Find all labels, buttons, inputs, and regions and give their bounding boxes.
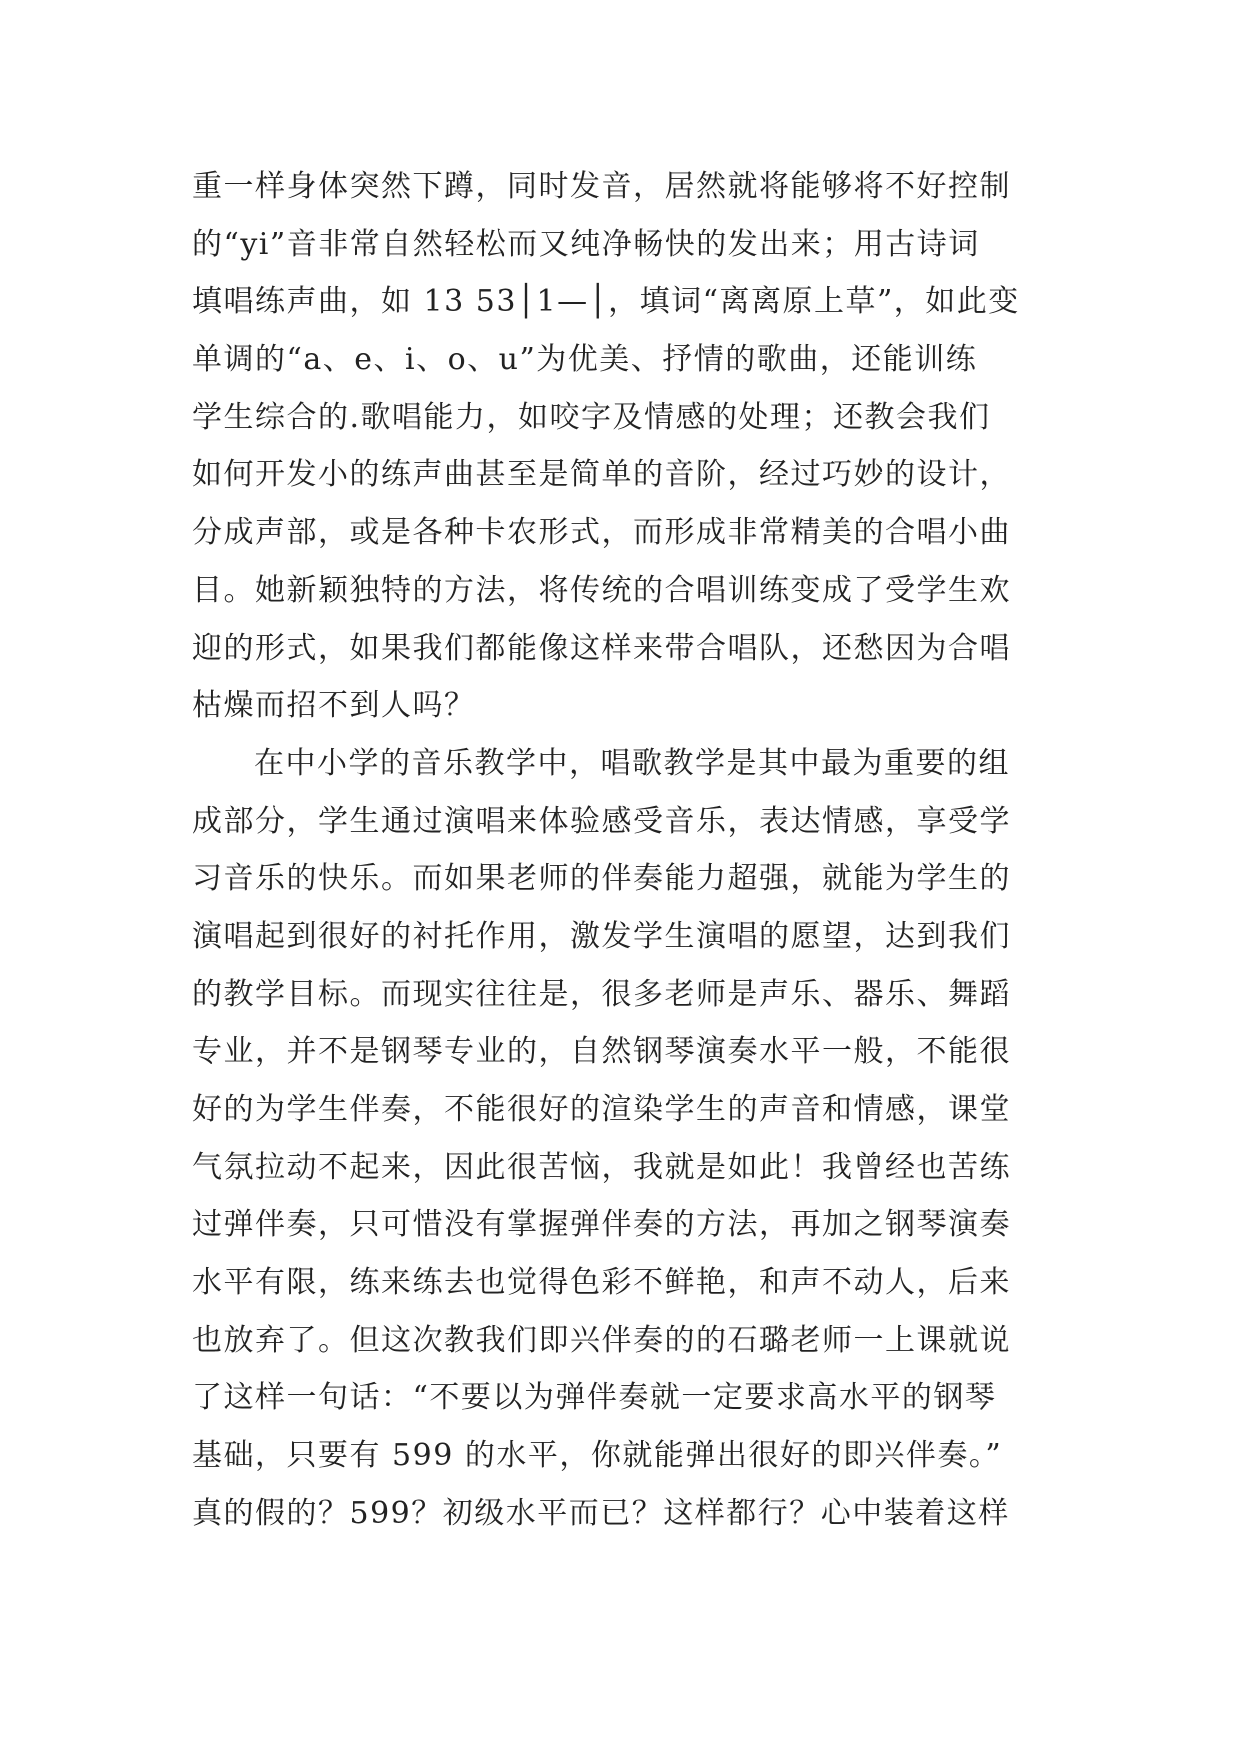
text-line: 水平有限，练来练去也觉得色彩不鲜艳，和声不动人，后来 [192, 1265, 1011, 1301]
text-line: 重一样身体突然下蹲，同时发音，居然就将能够将不好控制 [192, 169, 1011, 204]
text-line: 填唱练声曲，如 13 53│1—│，填词“离离原上草”，如此变 [192, 284, 1020, 320]
paragraph-start-line: 在中小学的音乐教学中，唱歌教学是其中最为重要的组 [254, 745, 1010, 781]
text-line: 学生综合的.歌唱能力，如咬字及情感的处理；还教会我们 [192, 399, 991, 435]
text-line: 的“yi”音非常自然轻松而又纯净畅快的发出来；用古诗词 [192, 226, 980, 262]
text-line: 单调的“a、e、i、o、u”为优美、抒情的歌曲，还能训练 [192, 342, 978, 378]
text-line: 真的假的？599？初级水平而已？这样都行？心中装着这样 [192, 1495, 1010, 1531]
text-line: 基础，只要有 599 的水平，你就能弹出很好的即兴伴奏。” [192, 1438, 1003, 1474]
text-line: 演唱起到很好的衬托作用，激发学生演唱的愿望，达到我们 [192, 918, 1011, 954]
text-line: 好的为学生伴奏，不能很好的渲染学生的声音和情感，课堂 [192, 1092, 1011, 1127]
text-line: 的教学目标。而现实往往是，很多老师是声乐、器乐、舞蹈 [192, 976, 1011, 1012]
text-line: 目。她新颖独特的方法，将传统的合唱训练变成了受学生欢 [192, 572, 1011, 608]
body-text [192, 158, 1072, 1543]
text-line: 也放弃了。但这次教我们即兴伴奏的的石璐老师一上课就说 [192, 1322, 1011, 1358]
text-line: 成部分，学生通过演唱来体验感受音乐，表达情感，享受学 [192, 803, 1011, 839]
text-line: 迎的形式，如果我们都能像这样来带合唱队，还愁因为合唱 [192, 630, 1011, 666]
text-line: 过弹伴奏，只可惜没有掌握弹伴奏的方法，再加之钢琴演奏 [192, 1207, 1011, 1243]
text-line: 了这样一句话：“不要以为弹伴奏就一定要求高水平的钢琴 [192, 1380, 997, 1416]
text-line: 专业，并不是钢琴专业的，自然钢琴演奏水平一般，不能很 [192, 1034, 1011, 1070]
text-line: 气氛拉动不起来，因此很苦恼，我就是如此！我曾经也苦练 [192, 1149, 1011, 1185]
text-line: 如何开发小的练声曲甚至是简单的音阶，经过巧妙的设计， [192, 457, 1011, 493]
text-line: 习音乐的快乐。而如果老师的伴奏能力超强，就能为学生的 [192, 861, 1011, 897]
text-line: 枯燥而招不到人吗？ [192, 688, 476, 724]
text-line: 分成声部，或是各种卡农形式，而形成非常精美的合唱小曲 [192, 515, 1011, 551]
